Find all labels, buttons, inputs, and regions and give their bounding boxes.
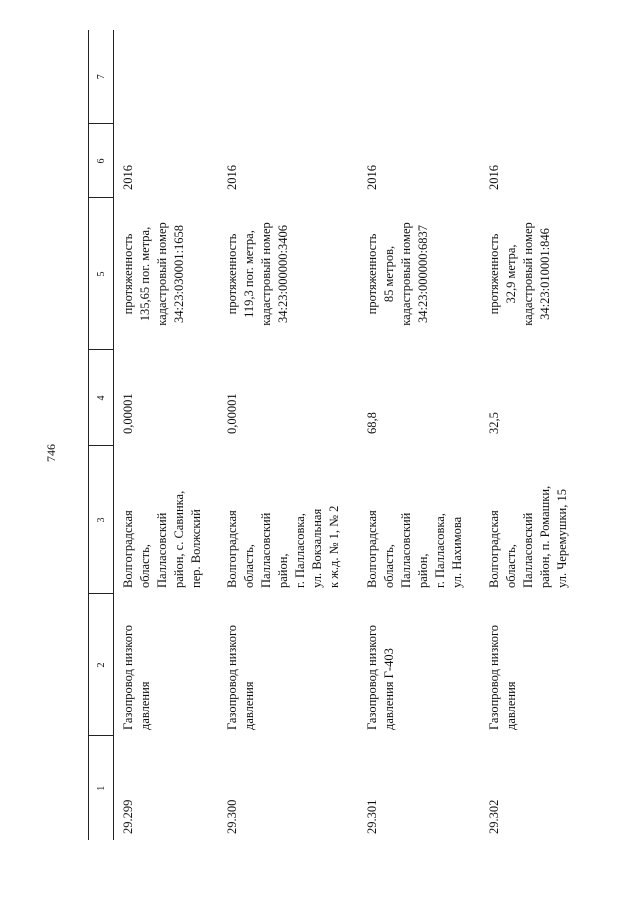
object-name: Газопровод низкого давления: [225, 624, 256, 730]
object-characteristics: протяженность 32,9 метра, кадастровый номер 34:23:010001:846: [487, 222, 552, 326]
table-row: [480, 30, 610, 840]
rotated-table-container: [88, 30, 628, 840]
object-location: Волгоградская область, Палласовский район, г. Палласовка, ул. Вокзальная к ж.д. № 1, № 2: [225, 505, 341, 588]
header-col-5: 5: [89, 198, 114, 350]
object-year: 2016: [487, 165, 501, 190]
object-characteristics: протяженность 85 метров, кадастровый номер 34:23:000000:6837: [365, 222, 430, 326]
row-number: 29.301: [365, 799, 379, 834]
object-extra: [358, 30, 480, 124]
object-characteristics: протяженность 135,65 пог. метра, кадастровый номер 34:23:030001:1658: [121, 222, 186, 326]
row-number: 29.302: [487, 799, 501, 834]
object-year: 2016: [365, 165, 379, 190]
header-col-1: 1: [89, 736, 114, 840]
object-value: 0,00001: [225, 393, 239, 434]
object-value: 32,5: [487, 412, 501, 434]
object-year: 2016: [225, 165, 239, 190]
table-row: [358, 30, 480, 840]
page-number: 746: [44, 444, 58, 462]
header-row: [89, 30, 114, 840]
object-location: Волгоградская область, Палласовский район, г. Палласовка, ул. Нахимова: [365, 510, 464, 588]
object-extra: [480, 30, 610, 124]
object-characteristics: протяженность 119,3 пог. метра, кадастровый номер 34:23:000000:3406: [225, 222, 290, 326]
object-extra: [218, 30, 358, 124]
header-col-4: 4: [89, 350, 114, 446]
object-value: 0,00001: [121, 393, 135, 434]
header-col-7: 7: [89, 30, 114, 124]
object-location: Волгоградская область, Палласовский район, п. Ромашки, ул. Черемушки, 15: [487, 485, 569, 588]
row-number: 29.299: [121, 799, 135, 834]
table-row: [114, 30, 219, 840]
registry-table: [88, 30, 610, 840]
object-name: Газопровод низкого давления Г-403: [365, 624, 396, 730]
object-extra: [114, 30, 219, 124]
object-value: 68,8: [365, 412, 379, 434]
row-number: 29.300: [225, 799, 239, 834]
table-row: [218, 30, 358, 840]
object-name: Газопровод низкого давления: [487, 624, 518, 730]
header-col-2: 2: [89, 594, 114, 736]
object-name: Газопровод низкого давления: [121, 624, 152, 730]
header-col-3: 3: [89, 446, 114, 594]
object-year: 2016: [121, 165, 135, 190]
object-location: Волгоградская область, Палласовский район, с. Савинка, пер. Волжский: [121, 490, 203, 588]
header-col-6: 6: [89, 124, 114, 198]
